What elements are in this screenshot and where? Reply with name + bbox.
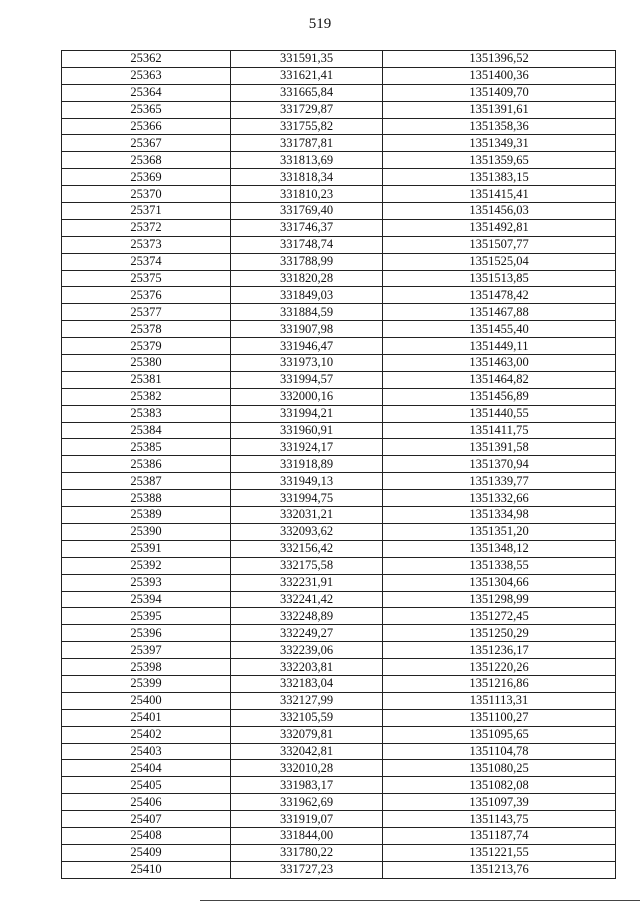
point-number-cell: 25397 <box>62 642 231 659</box>
table-row <box>62 709 616 726</box>
point-number-cell: 25366 <box>62 118 231 135</box>
table-row <box>62 338 616 355</box>
table-row <box>62 574 616 591</box>
table-row <box>62 540 616 557</box>
point-number-cell: 25376 <box>62 287 231 304</box>
y-coordinate-cell: 1351143,75 <box>383 811 616 828</box>
y-coordinate-cell: 1351456,03 <box>383 203 616 220</box>
y-coordinate-cell: 1351411,75 <box>383 422 616 439</box>
table-row <box>62 422 616 439</box>
table-row <box>62 608 616 625</box>
table-row <box>62 777 616 794</box>
point-number-cell: 25363 <box>62 67 231 84</box>
point-number-cell: 25400 <box>62 692 231 709</box>
table-row <box>62 794 616 811</box>
x-coordinate-cell: 332042,81 <box>231 743 383 760</box>
y-coordinate-cell: 1351339,77 <box>383 473 616 490</box>
point-number-cell: 25385 <box>62 439 231 456</box>
x-coordinate-cell: 331844,00 <box>231 827 383 844</box>
y-coordinate-cell: 1351525,04 <box>383 253 616 270</box>
x-coordinate-cell: 332127,99 <box>231 692 383 709</box>
y-coordinate-cell: 1351097,39 <box>383 794 616 811</box>
point-number-cell: 25374 <box>62 253 231 270</box>
point-number-cell: 25404 <box>62 760 231 777</box>
point-number-cell: 25373 <box>62 236 231 253</box>
x-coordinate-cell: 331919,07 <box>231 811 383 828</box>
table-row <box>62 152 616 169</box>
y-coordinate-cell: 1351383,15 <box>383 169 616 186</box>
y-coordinate-cell: 1351449,11 <box>383 338 616 355</box>
x-coordinate-cell: 331810,23 <box>231 186 383 203</box>
table-row <box>62 287 616 304</box>
table-row <box>62 355 616 372</box>
table-row <box>62 304 616 321</box>
table-row <box>62 743 616 760</box>
table-row <box>62 642 616 659</box>
y-coordinate-cell: 1351359,65 <box>383 152 616 169</box>
y-coordinate-cell: 1351409,70 <box>383 84 616 101</box>
point-number-cell: 25368 <box>62 152 231 169</box>
x-coordinate-cell: 331780,22 <box>231 844 383 861</box>
point-number-cell: 25392 <box>62 557 231 574</box>
point-number-cell: 25394 <box>62 591 231 608</box>
x-coordinate-cell: 331973,10 <box>231 355 383 372</box>
table-row <box>62 844 616 861</box>
table-row <box>62 51 616 68</box>
x-coordinate-cell: 331748,74 <box>231 236 383 253</box>
x-coordinate-cell: 332079,81 <box>231 726 383 743</box>
x-coordinate-cell: 331820,28 <box>231 270 383 287</box>
page-number: 519 <box>308 16 332 32</box>
y-coordinate-cell: 1351507,77 <box>383 236 616 253</box>
y-coordinate-cell: 1351492,81 <box>383 219 616 236</box>
point-number-cell: 25390 <box>62 523 231 540</box>
table-row <box>62 270 616 287</box>
point-number-cell: 25409 <box>62 844 231 861</box>
x-coordinate-cell: 331994,21 <box>231 405 383 422</box>
table-row <box>62 557 616 574</box>
y-coordinate-cell: 1351080,25 <box>383 760 616 777</box>
y-coordinate-cell: 1351348,12 <box>383 540 616 557</box>
y-coordinate-cell: 1351113,31 <box>383 692 616 709</box>
point-number-cell: 25383 <box>62 405 231 422</box>
y-coordinate-cell: 1351400,36 <box>383 67 616 84</box>
y-coordinate-cell: 1351513,85 <box>383 270 616 287</box>
point-number-cell: 25408 <box>62 827 231 844</box>
point-number-cell: 25395 <box>62 608 231 625</box>
y-coordinate-cell: 1351455,40 <box>383 321 616 338</box>
table-row <box>62 219 616 236</box>
x-coordinate-cell: 331591,35 <box>231 51 383 68</box>
x-coordinate-cell: 332105,59 <box>231 709 383 726</box>
point-number-cell: 25401 <box>62 709 231 726</box>
x-coordinate-cell: 332248,89 <box>231 608 383 625</box>
point-number-cell: 25386 <box>62 456 231 473</box>
table-row <box>62 203 616 220</box>
point-number-cell: 25371 <box>62 203 231 220</box>
x-coordinate-cell: 332183,04 <box>231 675 383 692</box>
x-coordinate-cell: 331746,37 <box>231 219 383 236</box>
point-number-cell: 25403 <box>62 743 231 760</box>
table-row <box>62 135 616 152</box>
point-number-cell: 25387 <box>62 473 231 490</box>
table-row <box>62 186 616 203</box>
point-number-cell: 25367 <box>62 135 231 152</box>
x-coordinate-cell: 331918,89 <box>231 456 383 473</box>
point-number-cell: 25379 <box>62 338 231 355</box>
x-coordinate-cell: 331665,84 <box>231 84 383 101</box>
table-row <box>62 811 616 828</box>
x-coordinate-cell: 331907,98 <box>231 321 383 338</box>
point-number-cell: 25365 <box>62 101 231 118</box>
x-coordinate-cell: 332249,27 <box>231 625 383 642</box>
table-row <box>62 405 616 422</box>
y-coordinate-cell: 1351370,94 <box>383 456 616 473</box>
table-row <box>62 675 616 692</box>
x-coordinate-cell: 331949,13 <box>231 473 383 490</box>
table-row <box>62 67 616 84</box>
table-row <box>62 507 616 524</box>
point-number-cell: 25402 <box>62 726 231 743</box>
y-coordinate-cell: 1351220,26 <box>383 659 616 676</box>
point-number-cell: 25381 <box>62 371 231 388</box>
y-coordinate-cell: 1351082,08 <box>383 777 616 794</box>
x-coordinate-cell: 331924,17 <box>231 439 383 456</box>
x-coordinate-cell: 331813,69 <box>231 152 383 169</box>
table-row <box>62 169 616 186</box>
table-row <box>62 388 616 405</box>
y-coordinate-cell: 1351221,55 <box>383 844 616 861</box>
table-row <box>62 659 616 676</box>
point-number-cell: 25388 <box>62 490 231 507</box>
table-row <box>62 473 616 490</box>
x-coordinate-cell: 332241,42 <box>231 591 383 608</box>
x-coordinate-cell: 332156,42 <box>231 540 383 557</box>
y-coordinate-cell: 1351304,66 <box>383 574 616 591</box>
y-coordinate-cell: 1351104,78 <box>383 743 616 760</box>
table-row <box>62 321 616 338</box>
table-row <box>62 236 616 253</box>
x-coordinate-cell: 332031,21 <box>231 507 383 524</box>
table-row <box>62 439 616 456</box>
y-coordinate-cell: 1351391,58 <box>383 439 616 456</box>
y-coordinate-cell: 1351187,74 <box>383 827 616 844</box>
x-coordinate-cell: 332239,06 <box>231 642 383 659</box>
point-number-cell: 25380 <box>62 355 231 372</box>
x-coordinate-cell: 331787,81 <box>231 135 383 152</box>
table-row <box>62 523 616 540</box>
point-number-cell: 25410 <box>62 861 231 878</box>
table-row <box>62 692 616 709</box>
table-row <box>62 726 616 743</box>
point-number-cell: 25369 <box>62 169 231 186</box>
table-row <box>62 625 616 642</box>
y-coordinate-cell: 1351464,82 <box>383 371 616 388</box>
table-row <box>62 456 616 473</box>
point-number-cell: 25393 <box>62 574 231 591</box>
point-number-cell: 25362 <box>62 51 231 68</box>
table-row <box>62 861 616 878</box>
bottom-rule <box>200 900 640 901</box>
table-row <box>62 591 616 608</box>
x-coordinate-cell: 332175,58 <box>231 557 383 574</box>
table-row <box>62 371 616 388</box>
y-coordinate-cell: 1351440,55 <box>383 405 616 422</box>
y-coordinate-cell: 1351478,42 <box>383 287 616 304</box>
table-row <box>62 490 616 507</box>
x-coordinate-cell: 331849,03 <box>231 287 383 304</box>
point-number-cell: 25405 <box>62 777 231 794</box>
y-coordinate-cell: 1351334,98 <box>383 507 616 524</box>
point-number-cell: 25399 <box>62 675 231 692</box>
x-coordinate-cell: 331818,34 <box>231 169 383 186</box>
table-row <box>62 101 616 118</box>
y-coordinate-cell: 1351351,20 <box>383 523 616 540</box>
table-row <box>62 253 616 270</box>
point-number-cell: 25406 <box>62 794 231 811</box>
point-number-cell: 25398 <box>62 659 231 676</box>
x-coordinate-cell: 332231,91 <box>231 574 383 591</box>
point-number-cell: 25396 <box>62 625 231 642</box>
y-coordinate-cell: 1351396,52 <box>383 51 616 68</box>
y-coordinate-cell: 1351349,31 <box>383 135 616 152</box>
x-coordinate-cell: 331994,57 <box>231 371 383 388</box>
point-number-cell: 25389 <box>62 507 231 524</box>
y-coordinate-cell: 1351236,17 <box>383 642 616 659</box>
point-number-cell: 25382 <box>62 388 231 405</box>
x-coordinate-cell: 332010,28 <box>231 760 383 777</box>
y-coordinate-cell: 1351415,41 <box>383 186 616 203</box>
x-coordinate-cell: 331983,17 <box>231 777 383 794</box>
table-row <box>62 760 616 777</box>
y-coordinate-cell: 1351467,88 <box>383 304 616 321</box>
x-coordinate-cell: 331960,91 <box>231 422 383 439</box>
point-number-cell: 25372 <box>62 219 231 236</box>
x-coordinate-cell: 331755,82 <box>231 118 383 135</box>
point-number-cell: 25370 <box>62 186 231 203</box>
y-coordinate-cell: 1351298,99 <box>383 591 616 608</box>
y-coordinate-cell: 1351213,76 <box>383 861 616 878</box>
y-coordinate-cell: 1351463,00 <box>383 355 616 372</box>
x-coordinate-cell: 331769,40 <box>231 203 383 220</box>
x-coordinate-cell: 332093,62 <box>231 523 383 540</box>
table-row <box>62 84 616 101</box>
y-coordinate-cell: 1351272,45 <box>383 608 616 625</box>
y-coordinate-cell: 1351358,36 <box>383 118 616 135</box>
point-number-cell: 25407 <box>62 811 231 828</box>
x-coordinate-cell: 331621,41 <box>231 67 383 84</box>
y-coordinate-cell: 1351100,27 <box>383 709 616 726</box>
x-coordinate-cell: 331946,47 <box>231 338 383 355</box>
coordinates-table-body <box>62 51 616 879</box>
point-number-cell: 25364 <box>62 84 231 101</box>
point-number-cell: 25375 <box>62 270 231 287</box>
y-coordinate-cell: 1351332,66 <box>383 490 616 507</box>
y-coordinate-cell: 1351391,61 <box>383 101 616 118</box>
x-coordinate-cell: 332000,16 <box>231 388 383 405</box>
y-coordinate-cell: 1351456,89 <box>383 388 616 405</box>
point-number-cell: 25384 <box>62 422 231 439</box>
x-coordinate-cell: 331994,75 <box>231 490 383 507</box>
x-coordinate-cell: 331729,87 <box>231 101 383 118</box>
table-row <box>62 827 616 844</box>
point-number-cell: 25378 <box>62 321 231 338</box>
x-coordinate-cell: 331727,23 <box>231 861 383 878</box>
y-coordinate-cell: 1351095,65 <box>383 726 616 743</box>
x-coordinate-cell: 332203,81 <box>231 659 383 676</box>
y-coordinate-cell: 1351250,29 <box>383 625 616 642</box>
point-number-cell: 25377 <box>62 304 231 321</box>
y-coordinate-cell: 1351216,86 <box>383 675 616 692</box>
coordinates-table <box>61 50 616 879</box>
y-coordinate-cell: 1351338,55 <box>383 557 616 574</box>
x-coordinate-cell: 331884,59 <box>231 304 383 321</box>
x-coordinate-cell: 331788,99 <box>231 253 383 270</box>
table-row <box>62 118 616 135</box>
x-coordinate-cell: 331962,69 <box>231 794 383 811</box>
point-number-cell: 25391 <box>62 540 231 557</box>
